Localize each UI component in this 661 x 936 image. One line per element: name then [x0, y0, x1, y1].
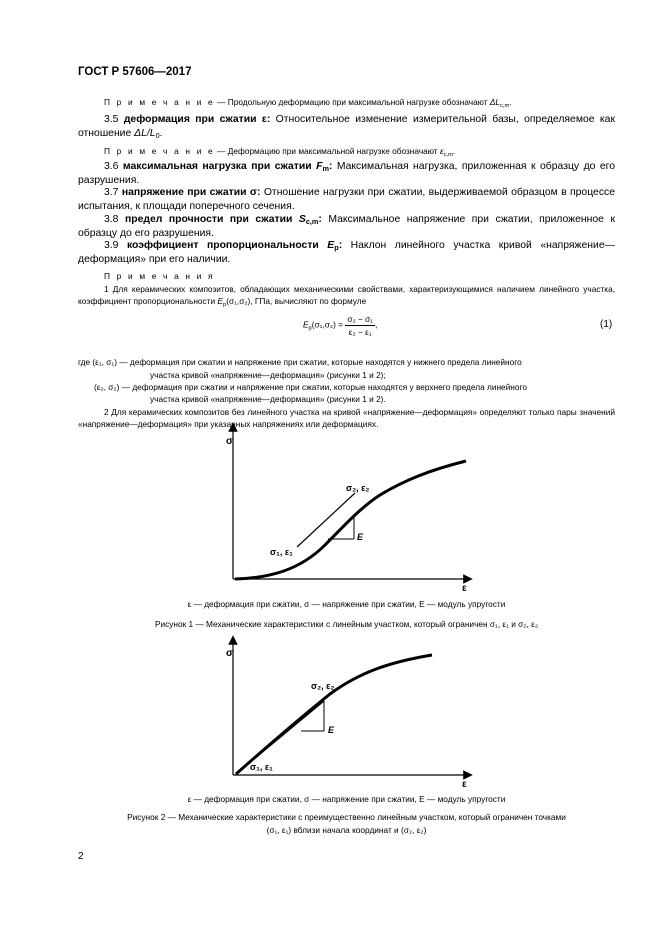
section-text: Наклон линейного участка кривой «напряжение—деформация» при его наличии.: [78, 240, 615, 265]
fig1-label-lower: σ₁, ε₁: [270, 547, 293, 557]
where-prefix-2: (ε₂, σ₂): [94, 382, 120, 392]
formula-lhs-sub: p: [308, 325, 312, 332]
section-symbol: E: [327, 240, 335, 251]
section-colon: :: [328, 161, 333, 172]
notes-item-1-text-b: , ГПа, вычисляют по формуле: [250, 296, 367, 306]
section-text: Максимальное напряжение при сжатии, приложенное к образцу до его разрушения.: [78, 214, 615, 239]
note-text: — Продольную деформацию при максимальной нагрузке обозначают: [214, 97, 490, 107]
notes-item-1-text-a: 1 Для керамических композитов, обладающих механическими свойствами, характеризующимися наличием линейного участка, коэффициент пропорциональности: [78, 284, 615, 306]
fig2-y-label: σ: [226, 648, 233, 659]
fig2-label-upper: σ₂, ε₂: [311, 681, 335, 691]
fig1-legend: ε — деформация при сжатии, σ — напряжение при сжатии, E — модуль упругости: [187, 599, 506, 609]
note-symbol-sub: c,m: [443, 152, 453, 158]
formula-numerator: σ₂ − σ₁: [347, 314, 374, 324]
fig2-curve: [236, 655, 432, 774]
section-term: деформация при сжатии ε:: [123, 114, 271, 125]
where-line-1-cont: участка кривой «напряжение—деформация» (рисунки 1 и 2);: [150, 370, 386, 380]
note-label: П р и м е ч а н и е: [104, 146, 215, 156]
notes-item-1-sub: p: [222, 302, 227, 308]
section-term: максимальная нагрузка при сжатии: [122, 161, 317, 172]
section-symbol: S: [298, 214, 306, 225]
notes-item-2: 2 Для керамических композитов без линейного участка на кривой «напряжение—деформация» определяют только пары значений «напряжение—деформация» при указанных напряжениях или деформациях.: [78, 407, 615, 429]
fig2-caption-line-1: Рисунок 2 — Механические характеристики с преимущественно линейным участком, который ограничен точками: [127, 812, 566, 822]
note-end: .: [509, 97, 512, 107]
fig1-y-label: σ: [226, 436, 233, 447]
section-text: Отношение нагрузки при сжатии, выдерживаемой образцом в процессе испытания, к площади поперечного сечения.: [78, 187, 615, 212]
fig2-legend: ε — деформация при сжатии, σ — напряжение при сжатии, E — модуль упругости: [187, 794, 506, 804]
formula-part-a: ΔL: [134, 128, 147, 139]
section-text: Относительное изменение измерительной базы, определяемое как отношение: [78, 114, 616, 139]
section-symbol: F: [316, 161, 323, 172]
fig1-caption: Рисунок 1 — Механические характеристики с линейным участком, который ограничен σ₁, ε₁ и σ₂, ε₂: [154, 619, 539, 629]
fig1-label-upper: σ₂, ε₂: [346, 483, 370, 493]
notes-item-1-args: (σ₁,σ₂): [226, 296, 251, 306]
section-symbol-sub: m: [322, 164, 329, 173]
fig2-label-e: E: [328, 725, 335, 735]
where-text-2: — деформация при сжатии и напряжение при сжатии, которые находятся у верхнего предела линейного: [119, 382, 527, 392]
fig2-x-label: ε: [462, 779, 467, 790]
section-colon: :: [338, 240, 343, 251]
note-symbol-sub: c,m: [500, 103, 510, 109]
fig1-curve: [235, 461, 466, 579]
where-line-2-cont: участка кривой «напряжение—деформация» (рисунки 1 и 2).: [150, 394, 386, 404]
note-symbol: ε: [439, 146, 444, 156]
formula-end: ,: [375, 319, 378, 330]
page-number: 2: [78, 851, 84, 862]
notes-item-1-symbol: E: [217, 296, 223, 306]
note-symbol: ΔL: [489, 97, 501, 107]
section-term: напряжение при сжатии σ:: [121, 187, 261, 198]
section-number: 3.5: [104, 114, 119, 125]
section-number: 3.6: [104, 161, 119, 172]
section-colon: :: [318, 214, 322, 225]
section-text: Максимальная нагрузка, приложенная к образцу до его разрушения.: [78, 161, 615, 186]
formula-denominator: ε₂ − ε₁: [348, 327, 372, 337]
section-term: коэффициент пропорциональности: [126, 240, 328, 251]
fig2-label-lower: σ₁, ε₁: [250, 762, 273, 772]
formula-sub: 0: [155, 131, 160, 140]
formula-lhs-args: (σ₁,σ₂) =: [311, 319, 344, 330]
notes-label: П р и м е ч а н и я: [104, 271, 215, 281]
section-end: .: [159, 128, 163, 139]
section-symbol-sub: c,m: [305, 217, 319, 226]
fig1-label-e: E: [357, 532, 364, 542]
note-end: .: [452, 146, 456, 156]
equation-number: (1): [600, 319, 613, 330]
fig2-caption-line-2: (σ₁, ε₁) вблизи начала координат и (σ₂, ε₂): [266, 825, 427, 835]
section-symbol-sub: p: [334, 243, 339, 252]
section-term: предел прочности при сжатии: [124, 214, 299, 225]
fig1-x-label: ε: [462, 583, 467, 594]
section-number: 3.7: [104, 187, 119, 198]
where-prefix-1: где (ε₁, σ₁): [78, 357, 117, 367]
note-text: — Деформацию при максимальной нагрузке обозначают: [214, 146, 440, 156]
document-header: ГОСТ Р 57606—2017: [78, 66, 192, 78]
section-number: 3.8: [104, 214, 119, 225]
formula-lhs: E: [303, 319, 309, 330]
note-label: П р и м е ч а н и е: [104, 97, 215, 107]
section-number: 3.9: [104, 240, 119, 251]
where-text-1: — деформация при сжатии и напряжение при сжатии, которые находятся у нижнего предела линейного: [116, 357, 522, 367]
formula-part-b: /L: [146, 128, 156, 139]
